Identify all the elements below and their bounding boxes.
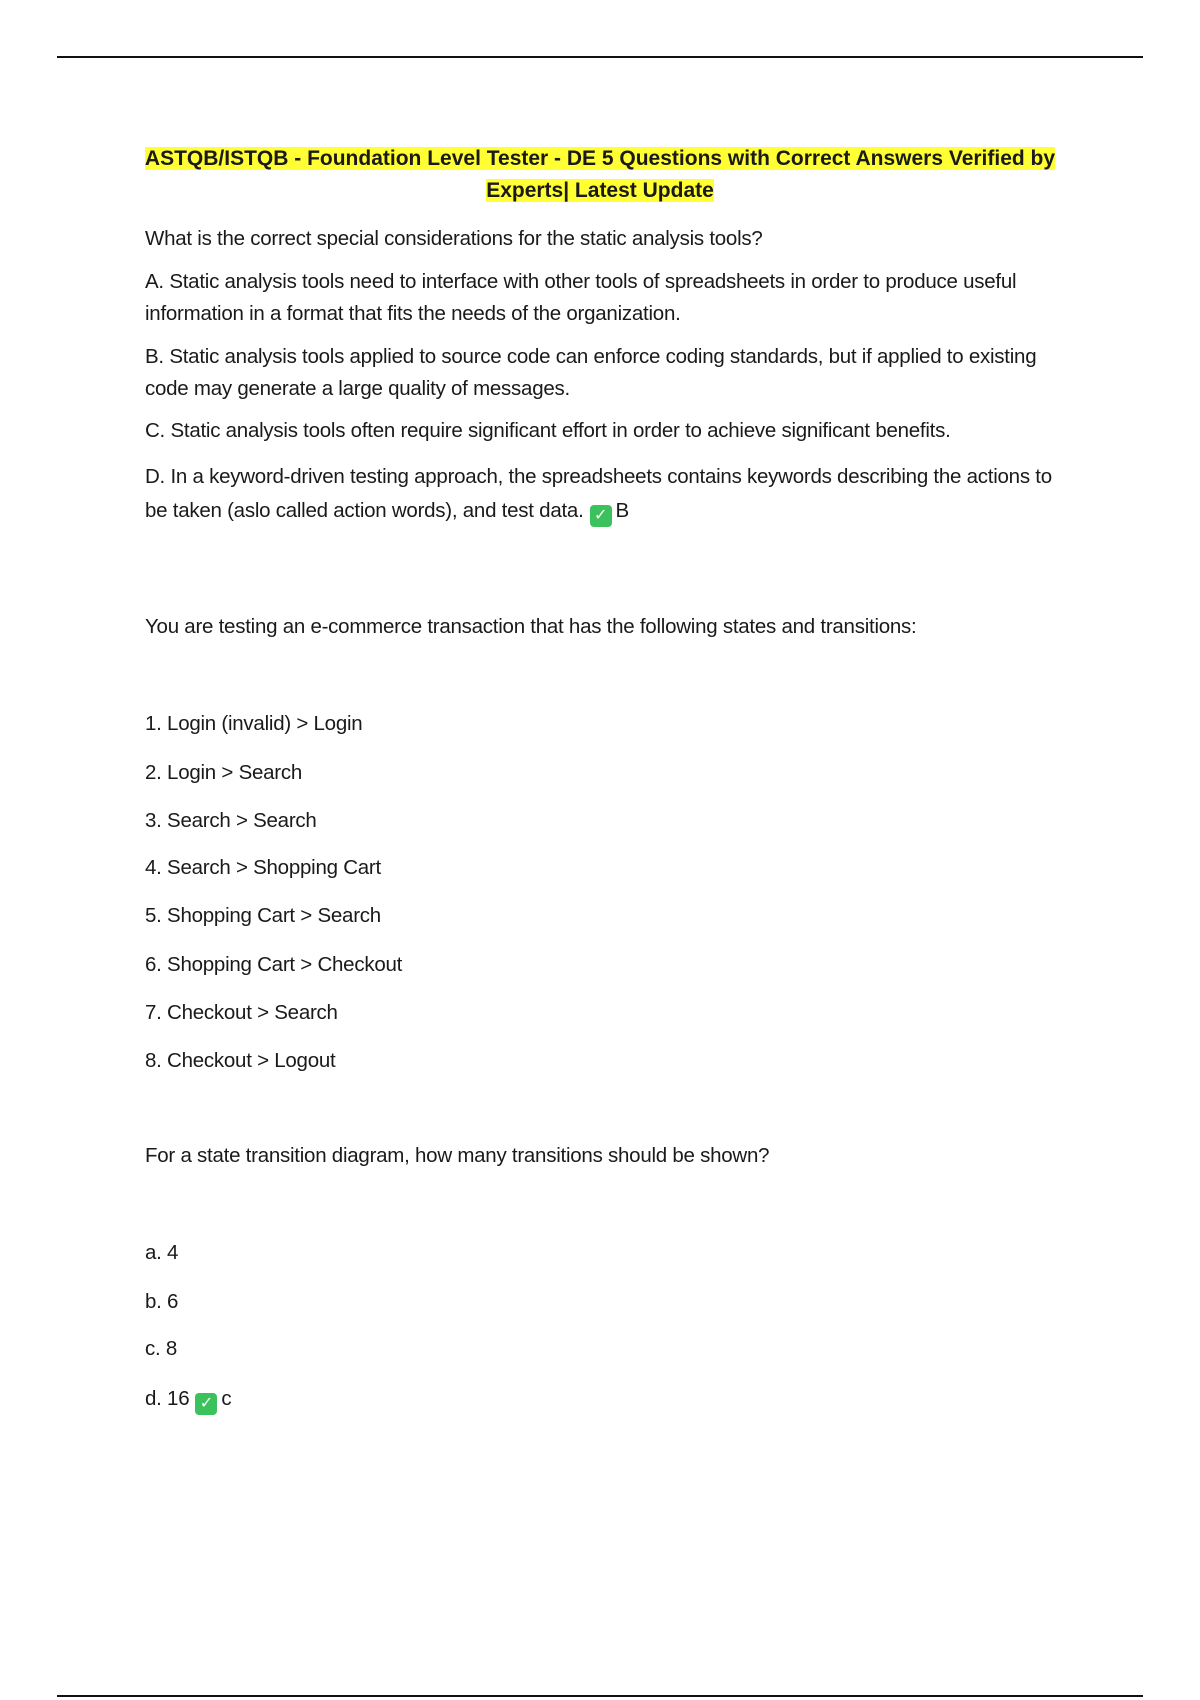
transition-item: 6. Shopping Cart > Checkout (145, 953, 403, 976)
top-rule (57, 56, 1143, 58)
q1-option-c: C. Static analysis tools often require significant effort in order to achieve significant benefits. (145, 419, 951, 442)
title-highlight: ASTQB/ISTQB - Foundation Level Tester - DE 5 Questions with Correct Answers Verified by Experts| Latest Update (144, 147, 1056, 202)
q2-option: a. 4 (145, 1241, 179, 1264)
q2-question: For a state transition diagram, how many transitions should be shown? (145, 1144, 770, 1167)
check-box-icon: ✓ (590, 505, 612, 527)
transition-item: 8. Checkout > Logout (145, 1049, 336, 1072)
q2-option-d (145, 1383, 1065, 1415)
q1-option-a: A. Static analysis tools need to interface with other tools of spreadsheets in order to produce useful information in a format that fits the needs of the organization. (145, 270, 1017, 325)
transition-item: 3. Search > Search (145, 809, 317, 832)
transition-item: 2. Login > Search (145, 761, 303, 784)
q1-option-d-text: D. In a keyword-driven testing approach, the spreadsheets contains keywords describing the actions to be taken (aslo called action words), and test data. (145, 465, 1052, 522)
q2-intro: You are testing an e-commerce transaction that has the following states and transitions: (145, 615, 917, 638)
bottom-rule (57, 1695, 1143, 1697)
q1-option-d (145, 460, 1065, 528)
check-box-icon: ✓ (195, 1393, 217, 1415)
q2-option: b. 6 (145, 1290, 179, 1313)
q1-question: What is the correct special considerations for the static analysis tools? (145, 227, 763, 250)
document-title (140, 143, 1060, 207)
transition-item: 4. Search > Shopping Cart (145, 856, 381, 879)
q2-option: c. 8 (145, 1337, 178, 1360)
q2-answer: c (221, 1387, 232, 1410)
q1-answer: B (615, 499, 629, 522)
transition-item: 7. Checkout > Search (145, 1001, 338, 1024)
transition-item: 1. Login (invalid) > Login (145, 712, 363, 735)
q2-option-d-text: d. 16 (145, 1387, 190, 1410)
q1-option-b: B. Static analysis tools applied to source code can enforce coding standards, but if applied to existing code may generate a large quality of messages. (145, 345, 1037, 400)
transition-item: 5. Shopping Cart > Search (145, 904, 381, 927)
